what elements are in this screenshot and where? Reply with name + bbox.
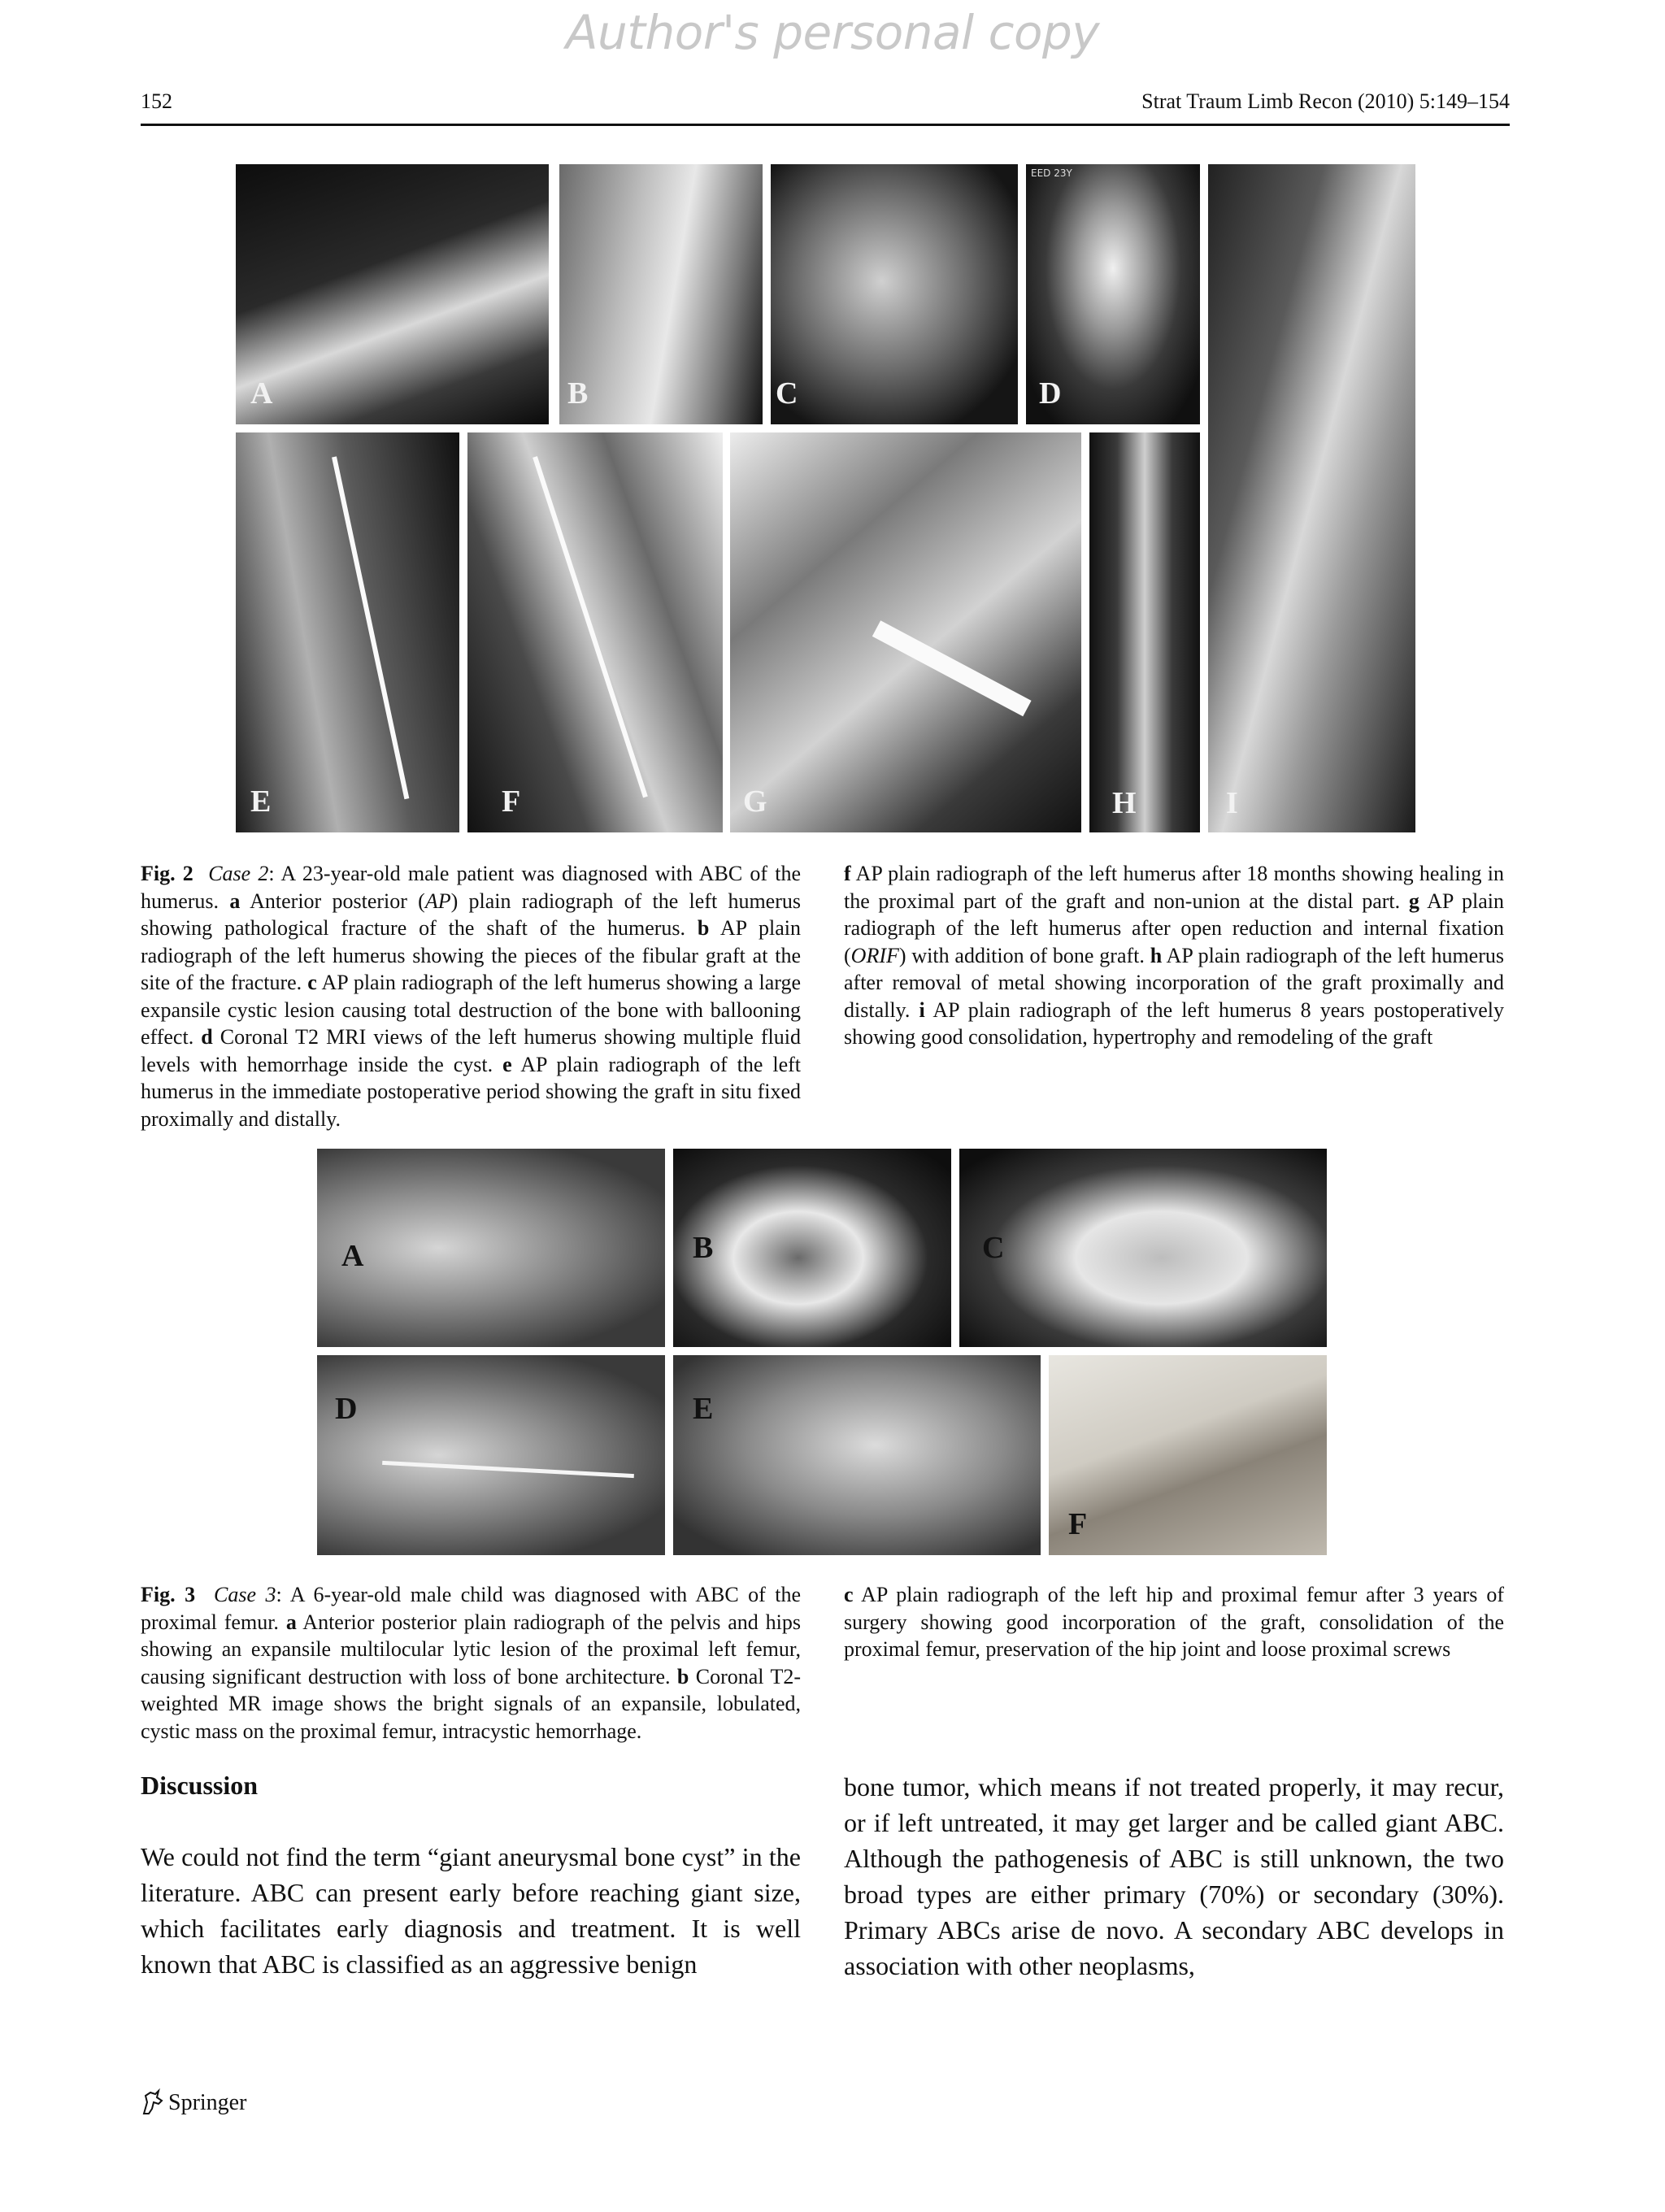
caption-text: AP plain radiograph of the left humerus after open reduction and internal fixation ( (844, 889, 1504, 967)
fig2-panel-label: E (250, 784, 272, 819)
watermark: Author's personal copy (565, 5, 1100, 60)
fig2-panel-label: C (776, 376, 798, 411)
caption-part-label: e (502, 1052, 512, 1076)
fig2-panel-label: B (567, 376, 589, 411)
fig2-caption-col2 (844, 860, 1504, 1081)
discussion-col1: We could not find the term “giant aneurysmal bone cyst” in the literature. ABC can present early before reaching giant size, which facilitates early diagnosis and treatment. It is well known that ABC is classified as an aggressive benign (141, 1842, 801, 1979)
fig2-panel-i (1208, 164, 1415, 832)
caption-text: AP plain radiograph of the left humerus showing a large expansile cystic lesion causing total destruction of the bone with ballooning effect. (141, 971, 801, 1049)
caption-text: Coronal T2-weighted MR image shows the bright signals of an expansile, lobulated, cystic mass on the proximal femur, intracystic hemorrhage. (141, 1664, 801, 1743)
fig2-panel-label: H (1112, 786, 1137, 820)
fig2-panel-h (1089, 432, 1200, 832)
caption-part-label: g (1408, 889, 1419, 913)
caption-text: AP plain radiograph of the left humerus after removal of metal showing incorporation of the graft proximally and distally. (844, 943, 1504, 1022)
caption-text: : A 6-year-old male child was diagnosed with ABC of the proximal femur. (141, 1583, 802, 1634)
fig3-panel-b (673, 1149, 951, 1347)
caption-part-label: c (307, 971, 317, 994)
fig3-panel-label: E (693, 1392, 714, 1426)
header-rule (141, 124, 1510, 126)
caption-text: : A 23-year-old male patient was diagnosed with ABC of the humerus. (141, 862, 802, 913)
caption-text: Anterior posterior plain radiograph of the pelvis and hips showing an expansile multilocular lytic lesion of the proximal left femur, causing significant destruction with loss of bone architecture. (141, 1610, 802, 1688)
fig3-panel-label: D (335, 1392, 358, 1426)
fig3-panel-f-photo (1049, 1355, 1327, 1555)
fig2-panel-label: F (502, 784, 521, 819)
intramedullary-rod (533, 456, 648, 797)
caption-part-label: d (201, 1025, 213, 1049)
caption-abbr: AP (424, 889, 451, 913)
caption-part-label: a (285, 1610, 297, 1634)
fig3-panel-c (959, 1149, 1327, 1347)
caption-text: AP plain radiograph of the left humerus after 18 months showing healing in the proximal part of the graft and non-union at the distal part. (844, 862, 1504, 913)
caption-case: Case 3 (214, 1583, 276, 1606)
caption-part-label: h (1150, 943, 1163, 967)
caption-text: ) with addition of bone graft. (898, 943, 1150, 967)
caption-part-label: b (676, 1664, 689, 1688)
caption-label: Fig. 2 (141, 862, 193, 885)
fig2-panel-label: A (250, 376, 273, 411)
caption-text: AP plain radiograph of the left hip and proximal femur after 3 years of surgery showing good incorporation of the graft, consolidation of the proximal femur, preservation of the hip joint and loose proximal screws (844, 1583, 1504, 1661)
journal-citation: Strat Traum Limb Recon (2010) 5:149–154 (1141, 89, 1510, 113)
publisher-name: Springer (168, 2090, 247, 2115)
caption-label: Fig. 3 (141, 1583, 196, 1606)
fig2-panel-d-mri (1026, 164, 1200, 424)
page-number: 152 (141, 89, 172, 113)
mri-overlay-text: EED 23Y (1031, 167, 1072, 179)
fig3-caption-col2 (844, 1581, 1504, 1695)
fig2-panel-e (236, 432, 459, 832)
fig2-panel-c (771, 164, 1018, 424)
caption-part-label: c (844, 1583, 854, 1606)
caption-text: AP plain radiograph of the left humerus 8 years postoperatively showing good consolidation, hypertrophy and remodeling of the graft (844, 997, 1504, 1049)
fig2-panel-label: G (743, 784, 767, 819)
fig3-panel-e (673, 1355, 1041, 1555)
fig3-panel-d (317, 1355, 665, 1555)
caption-text: Anterior posterior ( (240, 889, 425, 913)
caption-text: AP plain radiograph of the left humerus in the immediate postoperative period showing the graft in situ fixed proximally and distally. (141, 1052, 801, 1131)
fixation-plate (872, 620, 1032, 716)
fig2-panel-a (236, 164, 549, 424)
fig2-panel-f (467, 432, 723, 832)
caption-part-label: a (229, 889, 241, 913)
springer-horse-icon (141, 2089, 165, 2117)
fig3-panel-label: B (693, 1231, 714, 1265)
caption-abbr: ORIF (850, 943, 899, 967)
section-heading: Discussion (141, 1771, 259, 1800)
caption-text: AP plain radiograph of the left humerus showing the pieces of the fibular graft at the site of the fracture. (141, 916, 802, 994)
caption-part-label: i (919, 997, 925, 1022)
caption-case: Case 2 (208, 862, 269, 885)
fig2-panel-g (730, 432, 1081, 832)
kirschner-wire (382, 1461, 634, 1478)
fig3-panel-label: A (341, 1239, 364, 1273)
discussion-col2: bone tumor, which means if not treated properly, it may recur, or if left untreated, it may get larger and be called giant ABC. Although the pathogenesis of ABC is still unknown, the two broad types are either primary (70%) or secondary (30%). Primary ABCs arise de novo. A secondary ABC develops in association with other neoplasms, (844, 1772, 1504, 1980)
fig3-panel-a (317, 1149, 665, 1347)
fig2-panel-label: D (1039, 376, 1062, 411)
caption-text: Coronal T2 MRI views of the left humerus showing multiple fluid levels with hemorrhage inside the cyst. (141, 1025, 801, 1076)
fig2-caption-col1 (141, 860, 802, 1131)
fig2-panel-b (559, 164, 763, 424)
intramedullary-rod (332, 456, 409, 799)
footer (141, 2089, 246, 2117)
caption-part-label: b (697, 916, 710, 940)
caption-text: ) plain radiograph of the left humerus showing pathological fracture of the shaft of the humerus. (141, 889, 801, 940)
fig2-panel-label: I (1226, 786, 1238, 820)
fig3-panel-label: C (982, 1231, 1005, 1265)
fig3-caption-col1 (141, 1581, 802, 1743)
fig3-panel-label: F (1068, 1507, 1088, 1541)
caption-part-label: f (844, 862, 851, 885)
